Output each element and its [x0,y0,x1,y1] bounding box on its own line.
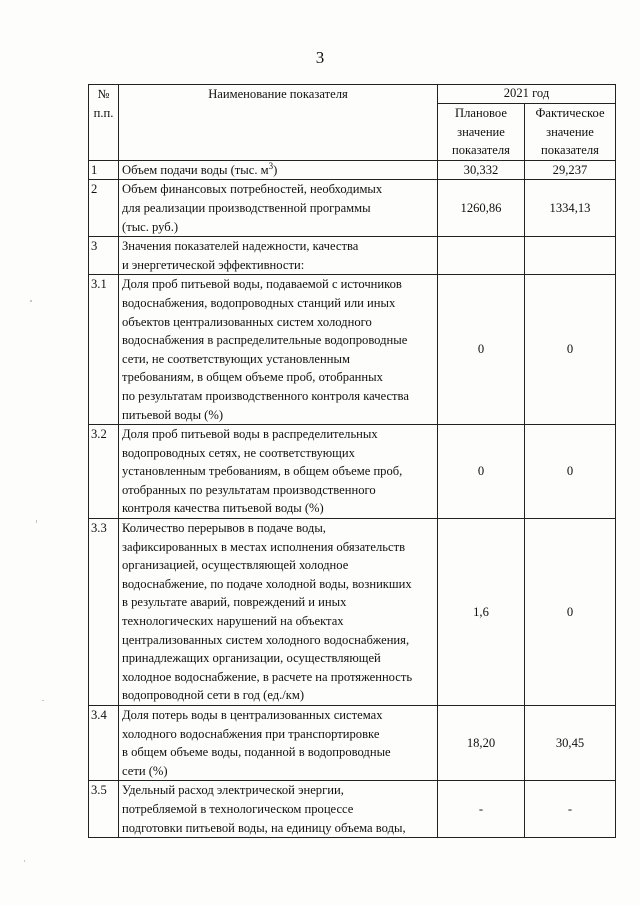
column-header-year: 2021 год [438,85,616,104]
row-plan-value: 30,332 [438,160,525,180]
column-header-plan: Плановое значение показателя [438,104,525,161]
row-number: 3.5 [89,781,119,838]
row-number: 2 [89,180,119,237]
scan-speck [36,520,37,523]
row-name: Удельный расход электрической энергии, потребляемой в технологическом процессе подготовки питьевой воды, на единицу объема воды, [119,781,438,838]
row-number: 1 [89,160,119,180]
row-name: Доля проб питьевой воды, подаваемой с источников водоснабжения, водопроводных станций или иных объектов централизованных систем холодного водоснабжения в распределительные водопроводные сети, не соответствующих установленным требованиям, в общем объеме проб, отобранных по результатам производственного контроля качества питьевой воды (%) [119,275,438,425]
row-number: 3 [89,237,119,275]
table-row [89,237,616,275]
row-fact-value: - [525,781,616,838]
row-name: Доля потерь воды в централизованных системах холодного водоснабжения при транспортировке в общем объеме воды, поданной в водопроводные сети (%) [119,706,438,781]
row-number: 3.2 [89,425,119,519]
row-fact-value: 29,237 [525,160,616,180]
table-row [89,706,616,781]
row-fact-value [525,237,616,275]
table-row [89,160,616,180]
row-plan-value: 1,6 [438,519,525,706]
column-header-fact: Фактическое значение показателя [525,104,616,161]
row-name: Значения показателей надежности, качества и энергетической эффективности: [119,237,438,275]
row-number: 3.4 [89,706,119,781]
row-plan-value [438,237,525,275]
scan-speck [30,300,32,302]
row-number: 3.3 [89,519,119,706]
row-plan-value: 0 [438,425,525,519]
table-row [89,180,616,237]
column-header-name: Наименование показателя [119,85,438,161]
row-name-tail: ) [273,162,278,177]
row-fact-value: 0 [525,275,616,425]
row-plan-value: - [438,781,525,838]
table-row [89,781,616,838]
table-row [89,275,616,425]
row-plan-value: 1260,86 [438,180,525,237]
indicators-table [88,84,616,838]
table-row [89,425,616,519]
row-name-text: Объем подачи воды (тыс. м [122,162,269,177]
row-fact-value: 30,45 [525,706,616,781]
page-number: 3 [315,48,325,67]
row-plan-value: 0 [438,275,525,425]
row-fact-value: 0 [525,519,616,706]
row-name [119,160,438,180]
scan-speck [42,700,44,701]
column-header-number: № п.п. [89,85,119,161]
row-plan-value: 18,20 [438,706,525,781]
row-number: 3.1 [89,275,119,425]
row-name: Количество перерывов в подаче воды, зафиксированных в местах исполнения обязательств организацией, осуществляющей холодное водоснабжение, по подаче холодной воды, возникших в результате аварий, повреждений и иных технологических нарушений на объектах централизованных систем холодного водоснабжения, принадлежащих организации, осуществляющей холодное водоснабжение, в расчете на протяженность водопроводной сети в год (ед./км) [119,519,438,706]
row-fact-value: 1334,13 [525,180,616,237]
row-name: Доля проб питьевой воды в распределительных водопроводных сетях, не соответствующих установленным требованиям, в общем объеме проб, отобранных по результатам производственного контроля качества питьевой воды (%) [119,425,438,519]
row-fact-value: 0 [525,425,616,519]
scan-speck [24,860,25,862]
cubic-superscript: 3 [268,160,274,171]
row-name: Объем финансовых потребностей, необходимых для реализации производственной программы (тыс. руб.) [119,180,438,237]
table-row [89,519,616,706]
